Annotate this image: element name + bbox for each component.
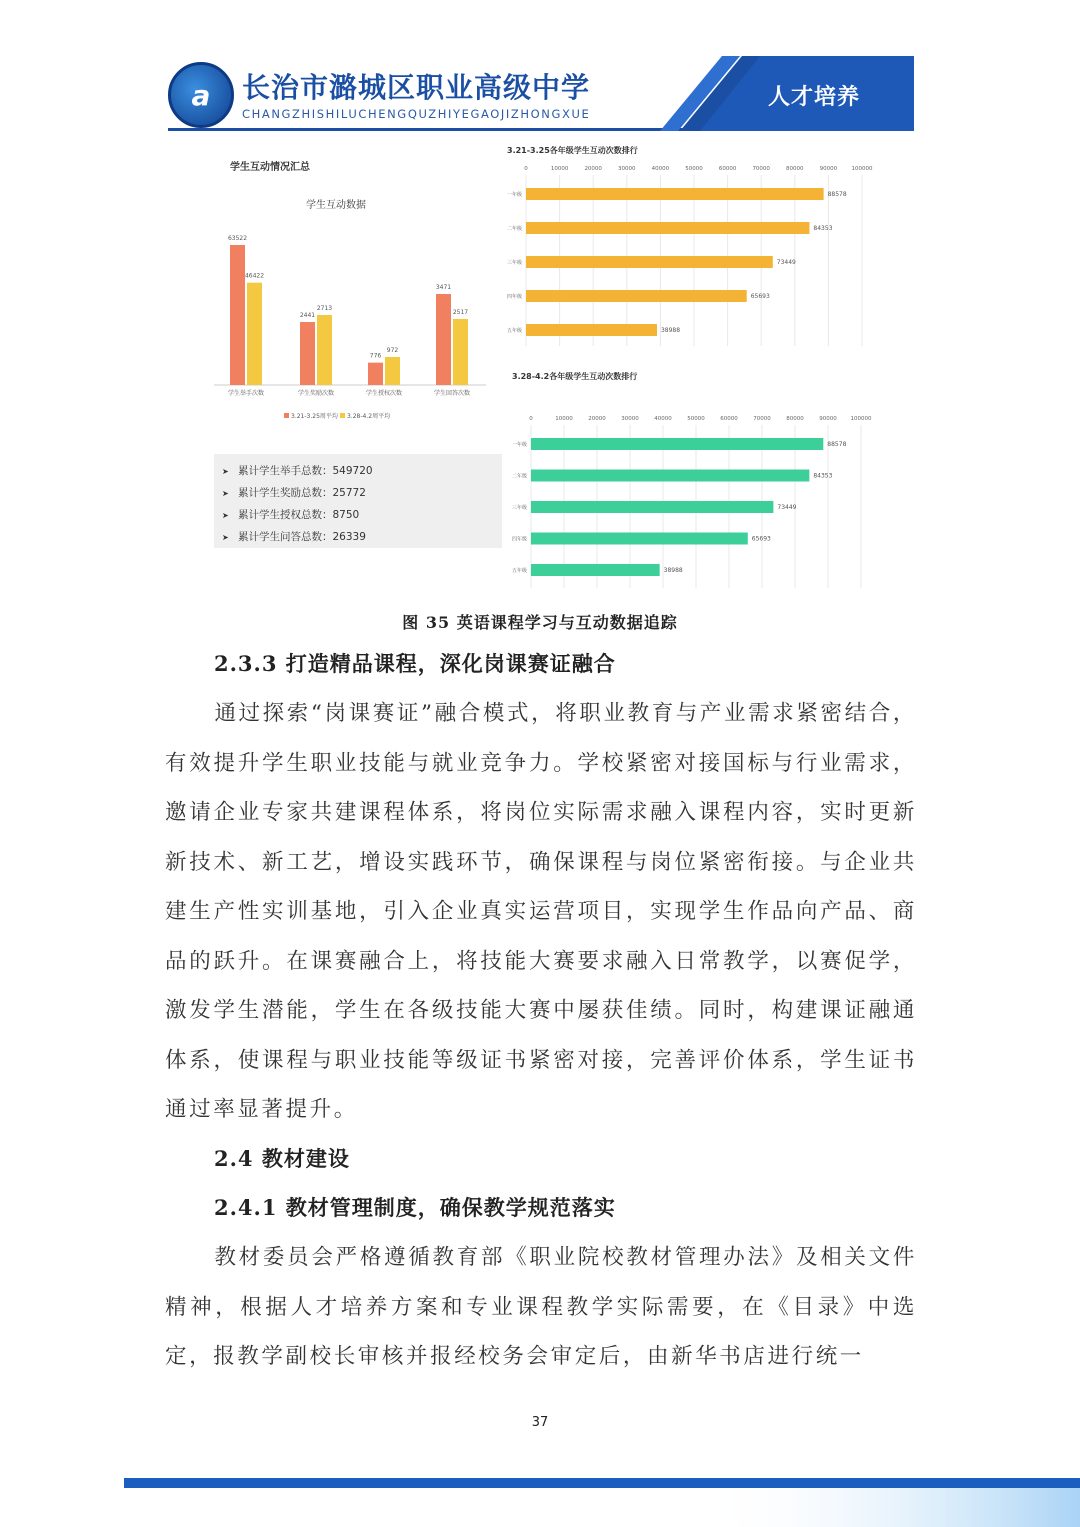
logo-mark: a — [191, 78, 211, 112]
axis-tick-label: 40000 — [654, 416, 672, 422]
summary-text: 累计学生问答总数：26339 — [238, 531, 366, 543]
bar-value-label: 73449 — [777, 504, 797, 511]
bar-value-label: 73449 — [776, 259, 796, 266]
bar — [526, 222, 809, 234]
category-label: 四年级 — [506, 294, 522, 300]
category-label: 学生回答次数 — [433, 390, 471, 397]
bar-value-label: 776 — [369, 352, 382, 360]
school-logo — [168, 62, 234, 128]
bar — [531, 438, 823, 450]
bar-value-label: 88578 — [827, 441, 847, 448]
bar — [526, 256, 773, 268]
bar-value-label: 2713 — [316, 305, 333, 312]
paragraph-1: 通过探索“岗课赛证”融合模式，将职业教育与产业需求紧密结合，有效提升学生职业技能与就业竞争力。学校紧密对接国标与行业需求，邀请企业专家共建课程体系，将岗位实际需求融入课程内容，实时更新新技术、新工艺，增设实践环节，确保课程与岗位紧密衔接。与企业共建生产性实训基地，引入企业真实运营项目，实现学生作品向产品、商品的跃升。在课赛融合上，将技能大赛要求融入日常教学，以赛促学，激发学生潜能，学生在各级技能大赛中屡获佳绩。同时，构建课证融通体系，使课程与职业技能等级证书紧密对接，完善评价体系，学生证书通过率显著提升。 — [165, 701, 917, 1122]
bar — [531, 501, 773, 513]
bar — [526, 290, 747, 302]
category-label: 一年级 — [506, 192, 522, 198]
school-pinyin: CHANGZHISHILUCHENGQUZHIYEGAOJIZHONGXUE — [242, 107, 591, 121]
page-header — [0, 0, 1080, 140]
axis-tick-label: 90000 — [819, 166, 838, 172]
bar-value-label: 46422 — [244, 272, 265, 280]
page-number: 37 — [531, 1415, 549, 1430]
arrow-icon: ➤ — [222, 533, 229, 542]
category-label: 学生举手次数 — [227, 390, 265, 397]
right-bottom-chart-panel — [504, 364, 876, 590]
axis-tick-label: 50000 — [685, 166, 703, 172]
category-label: 五年级 — [511, 568, 527, 574]
axis-tick-label: 60000 — [720, 416, 738, 422]
bar-value-label: 84353 — [813, 225, 833, 232]
figure-caption: 图 35 英语课程学习与互动数据追踪 — [402, 613, 678, 632]
bar-value-label: 65693 — [751, 535, 771, 543]
bar — [453, 319, 468, 385]
figure-35 — [214, 138, 878, 590]
bar — [317, 315, 332, 385]
bar — [436, 294, 451, 385]
axis-tick-label: 0 — [524, 166, 528, 172]
heading-2-4-1: 2.4.1 教材管理制度，确保教学规范落实 — [214, 1195, 616, 1220]
axis-tick-label: 80000 — [786, 416, 804, 422]
axis-tick-label: 100000 — [850, 416, 872, 422]
bar — [247, 283, 262, 385]
category-label: 二年级 — [506, 226, 522, 232]
category-label: 一年级 — [511, 442, 527, 448]
summary-text: 累计学生奖励总数：25772 — [238, 487, 366, 499]
bar — [368, 363, 383, 385]
summary-text: 累计学生举手总数：549720 — [238, 465, 373, 477]
bar-value-label: 2517 — [452, 309, 469, 317]
axis-tick-label: 20000 — [584, 166, 602, 172]
interaction-bar-chart — [214, 138, 502, 438]
axis-tick-label: 90000 — [819, 416, 837, 422]
bar-value-label: 3471 — [435, 284, 452, 291]
grade-ranking-chart-week2 — [504, 364, 876, 590]
axis-tick-label: 80000 — [786, 166, 804, 172]
axis-tick-label: 100000 — [851, 166, 873, 172]
legend-swatch — [284, 413, 289, 418]
category-label: 学生授权次数 — [365, 390, 403, 397]
chart-1-title: 学生互动数据 — [306, 200, 366, 211]
axis-tick-label: 70000 — [752, 166, 770, 172]
arrow-icon: ➤ — [222, 489, 229, 498]
category-label: 五年级 — [506, 328, 522, 334]
left-panel-title: 学生互动情况汇总 — [230, 162, 310, 173]
right-top-chart-panel — [504, 138, 876, 350]
category-label: 三年级 — [511, 505, 527, 511]
grade-ranking-chart-week1 — [504, 138, 876, 350]
bar — [526, 188, 824, 200]
category-label: 三年级 — [506, 260, 522, 266]
axis-tick-label: 40000 — [651, 166, 670, 172]
bar — [385, 357, 400, 385]
bar-value-label: 65693 — [750, 293, 770, 300]
category-label: 二年级 — [511, 473, 527, 480]
chart-3-title: 3.28-4.2各年级学生互动次数排行 — [512, 372, 638, 381]
legend-label: 3.28-4.2周平均 — [347, 413, 391, 420]
summary-box — [214, 454, 502, 548]
bar-value-label: 38988 — [660, 327, 681, 334]
bar-value-label: 972 — [386, 347, 399, 354]
axis-tick-label: 70000 — [753, 416, 771, 422]
legend-swatch — [340, 413, 345, 418]
summary-item — [214, 460, 502, 482]
bar — [531, 470, 809, 482]
paragraph-2: 教材委员会严格遵循教育部《职业院校教材管理办法》及相关文件精神，根据人才培养方案和专业课程教学实际需要，在《目录》中选定，报教学副校长审核并报经校务会审定后，由新华书店进行统一 — [165, 1245, 917, 1369]
summary-item — [214, 526, 502, 548]
axis-tick-label: 30000 — [618, 166, 636, 172]
axis-tick-label: 30000 — [621, 416, 639, 422]
axis-tick-label: 0 — [529, 416, 533, 422]
bar-value-label: 38988 — [663, 567, 683, 574]
category-label: 学生奖励次数 — [297, 390, 335, 397]
section-label: 人才培养 — [768, 85, 861, 110]
arrow-icon: ➤ — [222, 467, 229, 476]
chart-2-title: 3.21-3.25各年级学生互动次数排行 — [507, 146, 638, 155]
bar-value-label: 88578 — [827, 191, 847, 198]
left-chart-panel — [214, 138, 502, 438]
axis-tick-label: 50000 — [687, 416, 705, 422]
category-label: 四年级 — [511, 536, 527, 543]
summary-item — [214, 482, 502, 504]
bar-value-label: 2441 — [299, 312, 316, 320]
axis-tick-label: 60000 — [718, 166, 737, 172]
bar-value-label: 84353 — [813, 472, 833, 480]
bar — [526, 324, 657, 336]
heading-2-3-3: 2.3.3 打造精品课程，深化岗课赛证融合 — [214, 651, 616, 676]
axis-tick-label: 10000 — [555, 416, 573, 422]
arrow-icon: ➤ — [222, 511, 229, 520]
axis-tick-label: 10000 — [550, 166, 569, 172]
heading-2-4: 2.4 教材建设 — [214, 1146, 350, 1171]
summary-text: 累计学生授权总数：8750 — [238, 509, 360, 521]
bar — [531, 564, 660, 576]
legend-label: 3.21-3.25周平均 — [291, 413, 338, 420]
axis-tick-label: 20000 — [588, 416, 606, 422]
bar — [300, 322, 315, 385]
footer-decoration — [700, 1488, 1080, 1527]
school-name: 长治市潞城区职业高级中学 — [242, 71, 591, 104]
bar — [531, 533, 748, 545]
bar-value-label: 63522 — [227, 235, 248, 242]
summary-item — [214, 504, 502, 526]
bar — [230, 245, 245, 385]
footer-bar — [124, 1478, 1080, 1488]
